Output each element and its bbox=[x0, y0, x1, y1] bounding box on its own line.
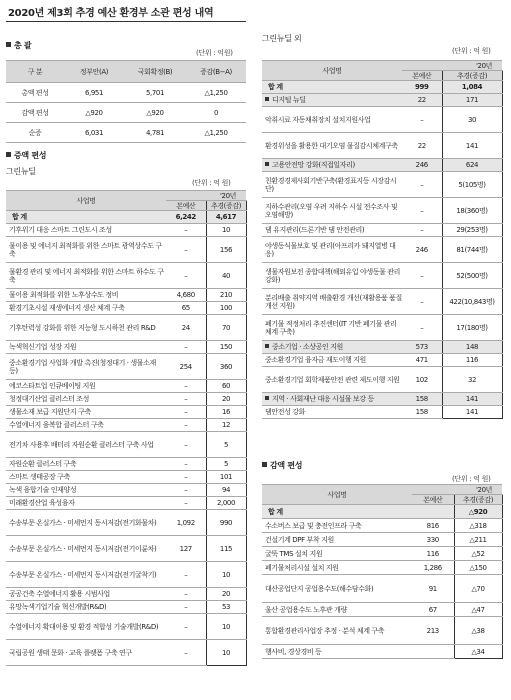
row-base: 816 bbox=[412, 519, 454, 533]
col-base: 본예산 bbox=[402, 71, 442, 81]
row-base: 116 bbox=[412, 547, 454, 561]
row-name: 울산 공업용수도 노후관 개량 bbox=[262, 603, 412, 617]
row-base: 127 bbox=[166, 536, 206, 562]
col-increase: 추경(증감) bbox=[454, 495, 502, 505]
table-row bbox=[262, 354, 502, 367]
summary-col-assembly: 국회확정(B) bbox=[124, 61, 186, 83]
row-name: 야생동식물보호 및 관리(아프리카 돼지열병 대응) bbox=[262, 237, 402, 263]
summary-row bbox=[6, 83, 246, 103]
row-increase: △920 bbox=[454, 505, 502, 519]
row-base: – bbox=[166, 471, 206, 484]
row-increase: 16 bbox=[206, 406, 246, 419]
total-row bbox=[262, 505, 502, 519]
row-increase: 20 bbox=[206, 588, 246, 601]
row-name: 합 계 bbox=[262, 505, 412, 519]
table-row bbox=[6, 289, 246, 302]
row-name: 행사비, 경상경비 등 bbox=[262, 645, 412, 659]
row-increase: 360 bbox=[206, 354, 246, 380]
row-name: 유망녹색기업기술 혁신개발(R&D) bbox=[6, 601, 166, 614]
table-row bbox=[6, 315, 246, 341]
row-name: 미래환경산업 육성융자 bbox=[6, 497, 166, 510]
row-increase: 17(180명) bbox=[442, 315, 502, 341]
row-increase: △52 bbox=[454, 547, 502, 561]
row-base: 6,242 bbox=[166, 211, 206, 224]
row-base: 65 bbox=[166, 302, 206, 315]
row-increase: 10 bbox=[206, 614, 246, 640]
table-row bbox=[262, 172, 502, 198]
row-name: 건설기계 DPF 부착 지원 bbox=[262, 533, 412, 547]
row-name: 자원순환 클러스터 구축 bbox=[6, 458, 166, 471]
summary-cell: △920 bbox=[64, 103, 124, 123]
row-name: 환경위성을 활용한 대기오염 물질감시체계구축 bbox=[262, 133, 402, 159]
row-name: 청정대기산업 클러스터 조성 bbox=[6, 393, 166, 406]
table-row bbox=[6, 354, 246, 380]
table-row bbox=[262, 533, 502, 547]
row-base: 213 bbox=[412, 617, 454, 645]
row-increase: 60 bbox=[206, 380, 246, 393]
row-increase: 141 bbox=[442, 406, 502, 419]
row-name: 녹색 융합기술 인재양성 bbox=[6, 484, 166, 497]
row-base: 330 bbox=[412, 533, 454, 547]
table-row bbox=[262, 645, 502, 659]
row-increase: 148 bbox=[442, 341, 502, 354]
table-row bbox=[6, 380, 246, 393]
category-row bbox=[262, 341, 502, 354]
row-increase: 141 bbox=[442, 393, 502, 406]
row-increase: 171 bbox=[442, 94, 502, 107]
row-base: 246 bbox=[402, 237, 442, 263]
row-increase: 10 bbox=[206, 224, 246, 237]
table-row bbox=[6, 510, 246, 536]
category-row bbox=[262, 94, 502, 107]
green-other-table bbox=[262, 60, 503, 419]
col-name: 사업명 bbox=[262, 61, 402, 81]
row-name: 폐기물 적정처리 추진센터(IT 기반 폐기물 관리 체계 구축) bbox=[262, 315, 402, 341]
row-base: – bbox=[166, 588, 206, 601]
row-base bbox=[412, 505, 454, 519]
row-base: – bbox=[166, 458, 206, 471]
row-name: 공공건축 수열에너지 활용 시범사업 bbox=[6, 588, 166, 601]
row-base: – bbox=[166, 406, 206, 419]
table-row bbox=[6, 406, 246, 419]
row-increase: 210 bbox=[206, 289, 246, 302]
row-name: 전기차 사용후 배터리 자원순환 클러스터 구축 사업 bbox=[6, 432, 166, 458]
row-name: 생물자원보전 종합대책(해외유입 야생동물 관리강화) bbox=[262, 263, 402, 289]
row-name: 폐기물처리시설 설치 지원 bbox=[262, 561, 412, 575]
square-bullet-icon bbox=[265, 97, 269, 101]
summary-cell: 0 bbox=[186, 103, 246, 123]
row-increase: 4,617 bbox=[206, 211, 246, 224]
table-row bbox=[262, 575, 502, 603]
row-base: 4,680 bbox=[166, 289, 206, 302]
category-row bbox=[262, 159, 502, 172]
increase-unit: (단위 : 억 원) bbox=[192, 179, 231, 187]
row-base: – bbox=[166, 393, 206, 406]
row-increase: 141 bbox=[442, 133, 502, 159]
row-name: 물환경 관리 및 에너지 최적화를 위한 스마트 하수도 구축 bbox=[6, 263, 166, 289]
table-row bbox=[6, 614, 246, 640]
row-increase: 5 bbox=[206, 432, 246, 458]
table-row bbox=[6, 237, 246, 263]
row-increase: 18(360명) bbox=[442, 198, 502, 224]
table-row bbox=[6, 263, 246, 289]
summary-cell: 5,701 bbox=[124, 83, 186, 103]
summary-cell: 6,951 bbox=[64, 83, 124, 103]
table-row bbox=[262, 367, 502, 393]
summary-row-label: 순증 bbox=[6, 123, 64, 143]
row-increase: 81(744명) bbox=[442, 237, 502, 263]
row-name: 중소환경기업 사업화 개발 촉진(청정대기 · 생물소재 등) bbox=[6, 354, 166, 380]
row-base: 91 bbox=[412, 575, 454, 603]
row-name: 친환경경제사회기반구축(환경표지등 시장감시단) bbox=[262, 172, 402, 198]
row-name: 중소기업 · 소상공인 지원 bbox=[262, 341, 402, 354]
row-base: – bbox=[402, 172, 442, 198]
row-name: 수열에너지 융복합 클러스터 구축 bbox=[6, 419, 166, 432]
row-increase: △47 bbox=[454, 603, 502, 617]
decrease-table bbox=[262, 484, 503, 659]
row-base: 158 bbox=[402, 406, 442, 419]
row-name: 합 계 bbox=[262, 81, 402, 94]
row-base: 158 bbox=[402, 393, 442, 406]
summary-row-label: 총액 편성 bbox=[6, 83, 64, 103]
table-row bbox=[6, 588, 246, 601]
table-row bbox=[262, 406, 502, 419]
table-row bbox=[6, 497, 246, 510]
col-increase: 추경(증감) bbox=[442, 71, 502, 81]
row-base: 471 bbox=[402, 354, 442, 367]
summary-header: 총 괄 bbox=[6, 40, 31, 51]
decrease-unit: (단위 : 억 원) bbox=[452, 475, 491, 483]
row-increase: △38 bbox=[454, 617, 502, 645]
row-base: – bbox=[166, 380, 206, 393]
table-row bbox=[262, 133, 502, 159]
row-base: – bbox=[166, 263, 206, 289]
row-base: – bbox=[166, 614, 206, 640]
row-name: 고용안전망 강화(직접일자리) bbox=[262, 159, 402, 172]
summary-row bbox=[6, 103, 246, 123]
table-row bbox=[6, 393, 246, 406]
page-title: 2020년 제3회 추경 예산 환경부 소관 편성 내역 bbox=[6, 4, 246, 22]
summary-row bbox=[6, 123, 246, 143]
row-name: 환경기초시설 재생에너지 생산 체계 구축 bbox=[6, 302, 166, 315]
row-name: 수송부문 온실가스 · 미세먼지 동시저감(전기굴착기) bbox=[6, 562, 166, 588]
row-name: 수송부문 온실가스 · 미세먼지 동시저감(전기화물차) bbox=[6, 510, 166, 536]
table-row bbox=[6, 471, 246, 484]
row-base bbox=[412, 645, 454, 659]
row-base: – bbox=[166, 341, 206, 354]
row-increase: 70 bbox=[206, 315, 246, 341]
row-name: 지하수관리(오염 우려 지하수 시설 전수조사 및 오염해방) bbox=[262, 198, 402, 224]
table-row bbox=[262, 315, 502, 341]
row-name: 수열에너지 확대이용 및 환경 적합성 기술개발(R&D) bbox=[6, 614, 166, 640]
row-increase: △211 bbox=[454, 533, 502, 547]
summary-cell: △1,250 bbox=[186, 123, 246, 143]
square-bullet-icon bbox=[262, 462, 267, 467]
summary-cell: 6,031 bbox=[64, 123, 124, 143]
table-row bbox=[6, 640, 246, 666]
row-increase: 624 bbox=[442, 159, 502, 172]
summary-unit: (단위 : 억원) bbox=[196, 49, 233, 57]
row-name: 수송부문 온실가스 · 미세먼지 동시저감(전기이륜차) bbox=[6, 536, 166, 562]
table-row bbox=[6, 601, 246, 614]
row-base: – bbox=[166, 237, 206, 263]
row-increase: 32 bbox=[442, 367, 502, 393]
table-row bbox=[262, 547, 502, 561]
row-base: 254 bbox=[166, 354, 206, 380]
green-other-header: 그린뉴딜 외 bbox=[262, 34, 302, 43]
col-base: 본예산 bbox=[412, 495, 454, 505]
row-base: 246 bbox=[402, 159, 442, 172]
row-increase: 52(500명) bbox=[442, 263, 502, 289]
table-row bbox=[262, 237, 502, 263]
col-name: 사업명 bbox=[6, 191, 166, 211]
table-row bbox=[6, 419, 246, 432]
col-year: '20년 bbox=[166, 191, 246, 201]
row-increase: 10 bbox=[206, 640, 246, 666]
row-increase: 5 bbox=[206, 458, 246, 471]
square-bullet-icon bbox=[6, 152, 11, 157]
row-base: – bbox=[402, 263, 442, 289]
summary-cell: △1,250 bbox=[186, 83, 246, 103]
increase-table bbox=[6, 190, 247, 666]
row-base: – bbox=[402, 107, 442, 133]
table-row bbox=[262, 603, 502, 617]
col-name: 사업명 bbox=[262, 485, 412, 505]
row-increase: 20 bbox=[206, 393, 246, 406]
table-row bbox=[6, 484, 246, 497]
row-base: 67 bbox=[412, 603, 454, 617]
table-row bbox=[262, 263, 502, 289]
row-increase: △150 bbox=[454, 561, 502, 575]
row-increase: 2,000 bbox=[206, 497, 246, 510]
table-row bbox=[6, 536, 246, 562]
summary-cell: 4,781 bbox=[124, 123, 186, 143]
row-increase: 100 bbox=[206, 302, 246, 315]
row-increase: △70 bbox=[454, 575, 502, 603]
row-increase: 12 bbox=[206, 419, 246, 432]
square-bullet-icon bbox=[265, 162, 269, 166]
table-row bbox=[262, 224, 502, 237]
category-row bbox=[262, 393, 502, 406]
row-base: 22 bbox=[402, 94, 442, 107]
row-increase: 10 bbox=[206, 562, 246, 588]
row-name: 수소버스 보급 및 충전인프라 구축 bbox=[262, 519, 412, 533]
square-bullet-icon bbox=[265, 396, 269, 400]
summary-col-gov: 정부안(A) bbox=[64, 61, 124, 83]
row-name: 분리배출 취약지역 배출환경 개선(재활용품 품질개선 지원) bbox=[262, 289, 402, 315]
row-name: 중소환경기업 회학제품안전 관련 제도이행 지원 bbox=[262, 367, 402, 393]
table-row bbox=[6, 302, 246, 315]
total-row bbox=[262, 81, 502, 94]
row-base: – bbox=[166, 640, 206, 666]
col-year: '20년 bbox=[412, 485, 502, 495]
row-increase: 94 bbox=[206, 484, 246, 497]
row-increase: 30 bbox=[442, 107, 502, 133]
row-name: 댐 유지관리(드론기반 댐 안전관리) bbox=[262, 224, 402, 237]
row-increase: △34 bbox=[454, 645, 502, 659]
row-name: 스마트 생태공장 구축 bbox=[6, 471, 166, 484]
summary-row-label: 감액 편성 bbox=[6, 103, 64, 123]
row-base: – bbox=[166, 562, 206, 588]
table-row bbox=[6, 432, 246, 458]
col-year: '20년 bbox=[402, 61, 502, 71]
decrease-header: 감액 편성 bbox=[262, 460, 302, 471]
row-name: 통합환경관리사업장 추정 · 분석 체계 구축 bbox=[262, 617, 412, 645]
row-base: 102 bbox=[402, 367, 442, 393]
row-base: – bbox=[166, 497, 206, 510]
row-name: 물이용 및 에너지 최적화를 위한 스마트 광역상수도 구축 bbox=[6, 237, 166, 263]
table-row bbox=[262, 198, 502, 224]
table-row bbox=[262, 107, 502, 133]
table-row bbox=[262, 289, 502, 315]
row-name: 녹색혁신기업 성장 지원 bbox=[6, 341, 166, 354]
row-increase: 5(105명) bbox=[442, 172, 502, 198]
row-name: 디지털 뉴딜 bbox=[262, 94, 402, 107]
row-name: 합 계 bbox=[6, 211, 166, 224]
row-increase: 115 bbox=[206, 536, 246, 562]
total-row bbox=[6, 211, 246, 224]
row-base: – bbox=[166, 601, 206, 614]
row-base: – bbox=[402, 224, 442, 237]
summary-table bbox=[6, 60, 246, 143]
row-base: 1,092 bbox=[166, 510, 206, 536]
row-base: 24 bbox=[166, 315, 206, 341]
table-row bbox=[6, 458, 246, 471]
row-base: – bbox=[166, 432, 206, 458]
row-increase: 150 bbox=[206, 341, 246, 354]
row-name: 물이용 최적화를 위한 노후상수도 정비 bbox=[6, 289, 166, 302]
row-increase: 29(253명) bbox=[442, 224, 502, 237]
row-base: – bbox=[402, 289, 442, 315]
square-bullet-icon bbox=[265, 344, 269, 348]
row-increase: △318 bbox=[454, 519, 502, 533]
row-increase: 422(10,843명) bbox=[442, 289, 502, 315]
table-row bbox=[6, 562, 246, 588]
row-increase: 116 bbox=[442, 354, 502, 367]
table-row bbox=[262, 519, 502, 533]
row-name: 기후위기 대응 스마트 그린도시 조성 bbox=[6, 224, 166, 237]
table-row bbox=[262, 561, 502, 575]
row-increase: 101 bbox=[206, 471, 246, 484]
row-name: 댐안전성 강화 bbox=[262, 406, 402, 419]
row-name: 악취시료 자동채취장치 설치지원사업 bbox=[262, 107, 402, 133]
row-increase: 53 bbox=[206, 601, 246, 614]
table-row bbox=[6, 341, 246, 354]
row-name: 지역 · 사회재난 대응 시설물 보강 등 bbox=[262, 393, 402, 406]
summary-cell: △920 bbox=[124, 103, 186, 123]
increase-header: 증액 편성 bbox=[6, 150, 46, 161]
summary-col-change: 증감(B−A) bbox=[186, 61, 246, 83]
row-increase: 990 bbox=[206, 510, 246, 536]
row-name: 대산공업단지 공업용수도(해수담수화) bbox=[262, 575, 412, 603]
row-base: – bbox=[166, 484, 206, 497]
row-base: 999 bbox=[402, 81, 442, 94]
row-base: – bbox=[402, 315, 442, 341]
table-row bbox=[6, 224, 246, 237]
row-base: 573 bbox=[402, 341, 442, 354]
row-base: 22 bbox=[402, 133, 442, 159]
green-other-unit: (단위 : 억 원) bbox=[452, 47, 491, 55]
row-name: 굴뚝 TMS 설치 지원 bbox=[262, 547, 412, 561]
table-row bbox=[262, 617, 502, 645]
summary-col-category: 구 분 bbox=[6, 61, 64, 83]
col-increase: 추경(증감) bbox=[206, 201, 246, 211]
col-base: 본예산 bbox=[166, 201, 206, 211]
row-name: 국립공원 생태 문화 · 교육 플랫폼 구축 연구 bbox=[6, 640, 166, 666]
row-name: 기후탄력성 강화를 위한 지능형 도시하천 관리 R&D bbox=[6, 315, 166, 341]
row-name: 생물소재 보급 지원단지 구축 bbox=[6, 406, 166, 419]
row-increase: 1,084 bbox=[442, 81, 502, 94]
increase-subheader: 그린뉴딜 bbox=[6, 167, 36, 176]
row-base: – bbox=[166, 419, 206, 432]
row-increase: 40 bbox=[206, 263, 246, 289]
square-bullet-icon bbox=[6, 42, 11, 47]
row-base: – bbox=[166, 224, 206, 237]
row-base: – bbox=[402, 198, 442, 224]
row-name: 중소환경기업 융자금 재도이행 지원 bbox=[262, 354, 402, 367]
row-name: 에코스타트업 인큐베이팅 지원 bbox=[6, 380, 166, 393]
row-increase: 156 bbox=[206, 237, 246, 263]
row-base: 1,286 bbox=[412, 561, 454, 575]
